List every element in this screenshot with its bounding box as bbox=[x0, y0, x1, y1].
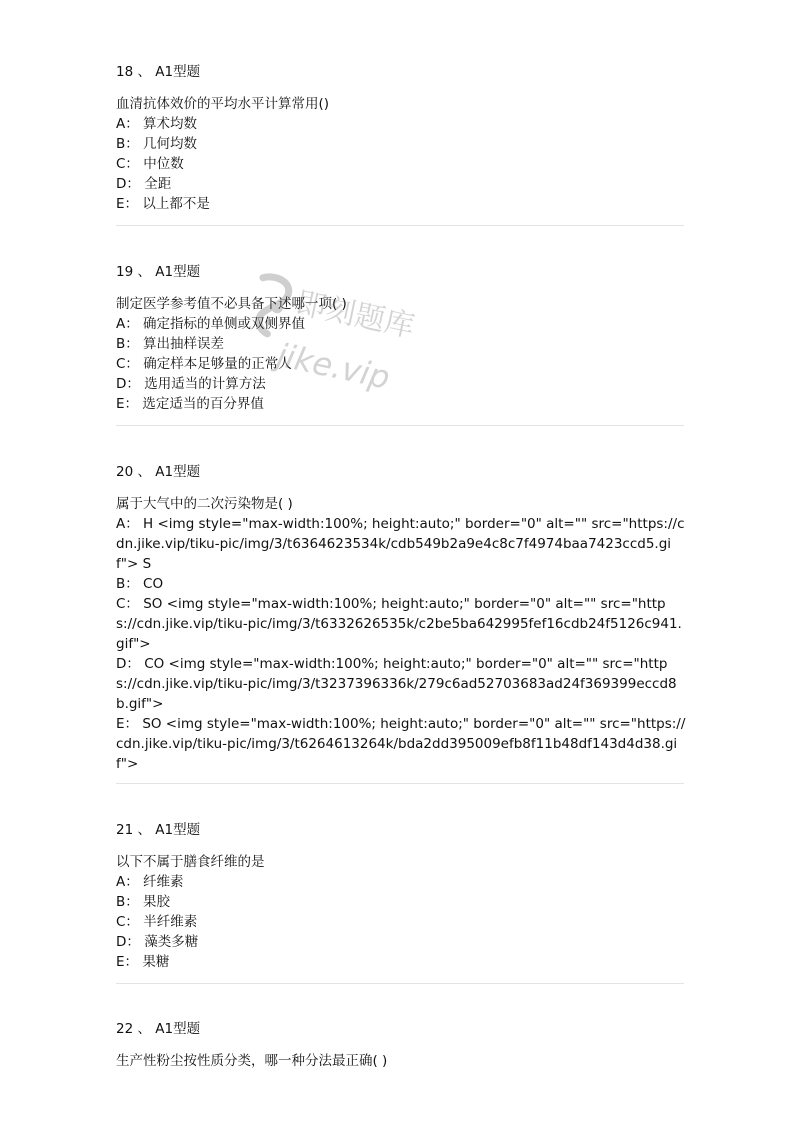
question-stem: 生产性粉尘按性质分类，哪一种分法最正确( ) bbox=[116, 1053, 388, 1069]
option-letter: A： bbox=[116, 316, 139, 332]
option-d bbox=[116, 654, 686, 714]
question-20 bbox=[116, 462, 686, 774]
option-c bbox=[116, 594, 686, 654]
option-text: CO <img style="max-width:100%; height:auto;" border="0" alt="" src="https://cdn.jike.vip/tiku-pic/img/3/t3237396336k/279c6ad52703683ad24f369399eccd8b.gif"> bbox=[116, 656, 677, 712]
option-letter: A： bbox=[116, 116, 139, 132]
option-a bbox=[116, 514, 686, 574]
question-22 bbox=[116, 1019, 686, 1071]
option-text: 确定指标的单侧或双侧界值 bbox=[138, 316, 306, 332]
question-stem: 以下不属于膳食纤维的是 bbox=[116, 854, 265, 870]
option-text: 半纤维素 bbox=[138, 914, 198, 930]
option-text: 纤维素 bbox=[138, 874, 184, 890]
option-letter: E： bbox=[116, 954, 139, 970]
divider bbox=[116, 225, 684, 226]
divider bbox=[116, 783, 684, 784]
question-stem: 属于大气中的二次污染物是( ) bbox=[116, 496, 293, 512]
option-letter: E： bbox=[116, 196, 139, 212]
question-19 bbox=[116, 262, 686, 414]
option-a bbox=[116, 872, 686, 892]
option-letter: D： bbox=[116, 934, 140, 950]
option-letter: B： bbox=[116, 576, 139, 592]
question-21 bbox=[116, 820, 686, 972]
option-b bbox=[116, 574, 686, 594]
option-c bbox=[116, 354, 686, 374]
option-letter: B： bbox=[116, 136, 139, 152]
option-e bbox=[116, 714, 686, 774]
option-text: SO <img style="max-width:100%; height:auto;" border="0" alt="" src="https://cdn.jike.vip/tiku-pic/img/3/t6264613264k/bda2dd395009efb8f11b48df143d4d38.gif"> bbox=[116, 716, 686, 772]
option-a bbox=[116, 114, 686, 134]
option-text: 果胶 bbox=[138, 894, 171, 910]
option-text: 果糖 bbox=[138, 954, 170, 970]
option-text: 全距 bbox=[139, 176, 172, 192]
option-letter: C： bbox=[116, 914, 139, 930]
option-letter: A： bbox=[116, 874, 139, 890]
option-text: H <img style="max-width:100%; height:auto;" border="0" alt="" src="https://cdn.jike.vip/tiku-pic/img/3/t6364623534k/cdb549b2a9e4c8c7f4974baa7423ccd5.gif"> S bbox=[116, 516, 685, 572]
option-letter: C： bbox=[116, 356, 139, 372]
option-e bbox=[116, 952, 686, 972]
option-letter: D： bbox=[116, 656, 140, 672]
option-text: 藻类多糖 bbox=[139, 934, 199, 950]
option-letter: D： bbox=[116, 176, 140, 192]
option-e bbox=[116, 194, 686, 214]
option-a bbox=[116, 314, 686, 334]
question-number: 22 、 A1型题 bbox=[116, 1021, 201, 1037]
option-letter: E： bbox=[116, 716, 139, 732]
option-text: 算出抽样误差 bbox=[138, 336, 225, 352]
question-stem: 制定医学参考值不必具备下述哪一项( ) bbox=[116, 296, 347, 312]
option-letter: E： bbox=[116, 396, 139, 412]
watermark-url-text: .jike.vip bbox=[263, 333, 394, 397]
option-text: 几何均数 bbox=[138, 136, 198, 152]
question-number: 20 、 A1型题 bbox=[116, 464, 201, 480]
option-letter: C： bbox=[116, 596, 139, 612]
option-b bbox=[116, 334, 686, 354]
option-text: SO <img style="max-width:100%; height:auto;" border="0" alt="" src="https://cdn.jike.vip/tiku-pic/img/3/t6332626535k/c2be5ba642995fef16cdb24f5126c941.gif"> bbox=[116, 596, 682, 652]
option-text: 选用适当的计算方法 bbox=[139, 376, 266, 392]
option-text: 以上都不是 bbox=[138, 196, 210, 212]
option-d bbox=[116, 174, 686, 194]
question-stem: 血清抗体效价的平均水平计算常用() bbox=[116, 96, 330, 112]
option-letter: D： bbox=[116, 376, 140, 392]
option-text: 确定样本足够量的正常人 bbox=[138, 356, 292, 372]
question-18 bbox=[116, 62, 686, 214]
watermark-brand-text: 即刻题库 bbox=[292, 285, 418, 345]
divider bbox=[116, 983, 684, 984]
option-c bbox=[116, 912, 686, 932]
question-number: 19 、 A1型题 bbox=[116, 264, 201, 280]
option-text: 算术均数 bbox=[138, 116, 198, 132]
option-letter: C： bbox=[116, 156, 139, 172]
option-b bbox=[116, 892, 686, 912]
option-d bbox=[116, 374, 686, 394]
option-text: 中位数 bbox=[138, 156, 184, 172]
option-letter: B： bbox=[116, 336, 139, 352]
option-b bbox=[116, 134, 686, 154]
question-number: 21 、 A1型题 bbox=[116, 822, 201, 838]
question-number: 18 、 A1型题 bbox=[116, 64, 201, 80]
option-letter: A： bbox=[116, 516, 139, 532]
option-e bbox=[116, 394, 686, 414]
divider bbox=[116, 425, 684, 426]
option-c bbox=[116, 154, 686, 174]
option-text: 选定适当的百分界值 bbox=[138, 396, 264, 412]
option-letter: B： bbox=[116, 894, 139, 910]
option-d bbox=[116, 932, 686, 952]
option-text: CO bbox=[138, 576, 164, 592]
